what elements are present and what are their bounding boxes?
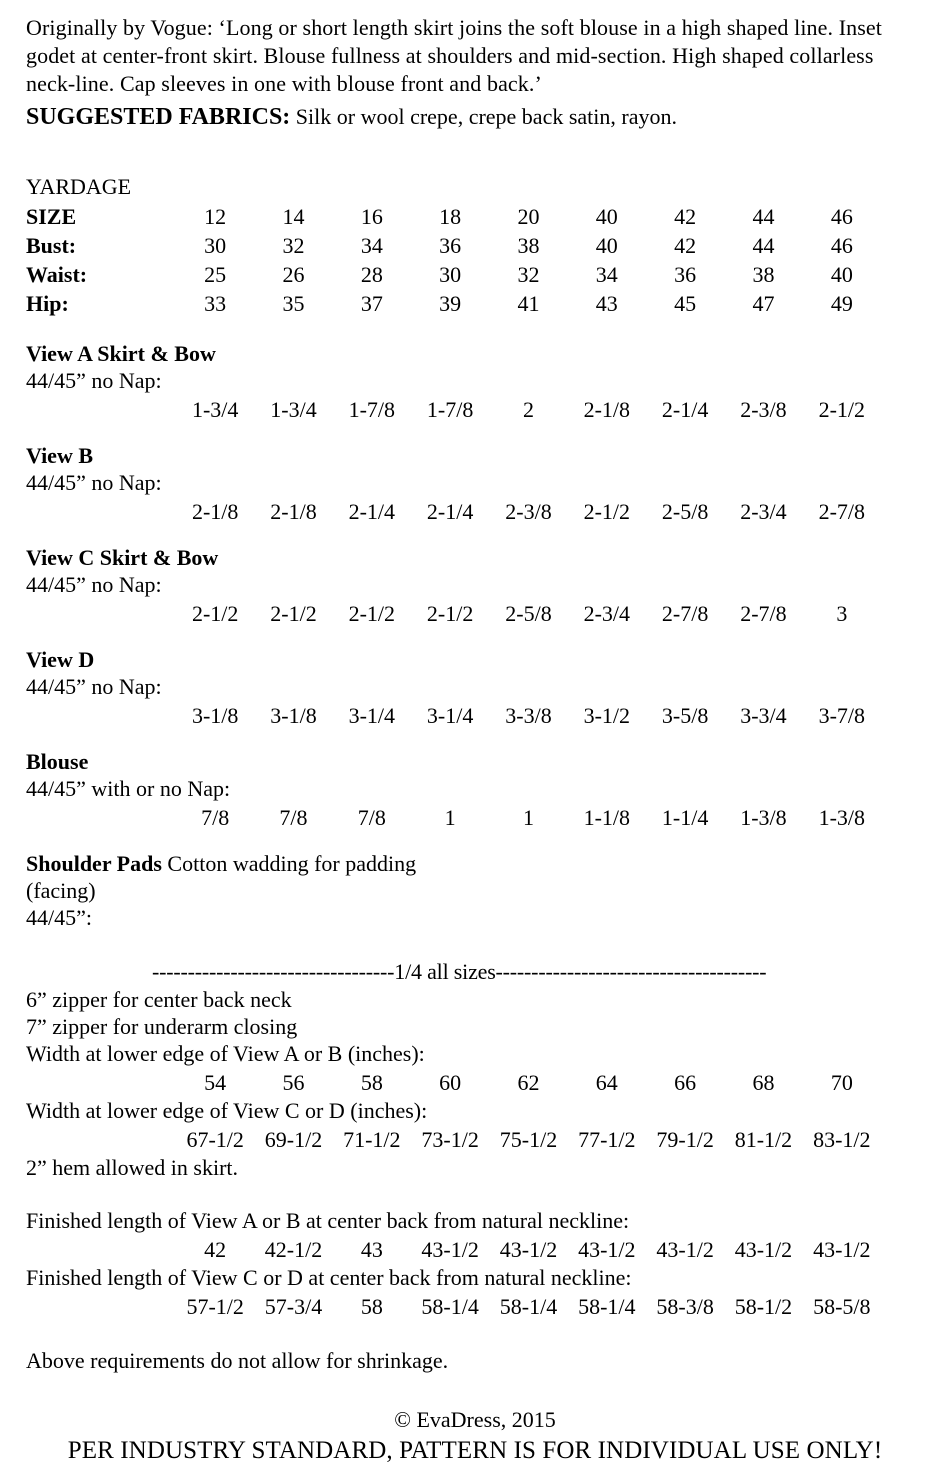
cell-hip-5: 41: [517, 291, 540, 316]
view-a-val-3: 1-7/8: [348, 397, 396, 422]
width-cd-val-1: 67-1/2: [186, 1127, 244, 1152]
zipper-back-neck: 6” zipper for center back neck: [26, 987, 292, 1012]
finished-cd-val-9: 58-5/8: [813, 1294, 871, 1319]
cell-bust-4: 36: [439, 233, 462, 258]
row-label-waist: Waist:: [26, 262, 88, 287]
spacer-cell: [26, 1068, 176, 1097]
size-measurement-table: [26, 202, 881, 318]
view-c-val-7: 2-7/8: [661, 601, 709, 626]
cell-hip-4: 39: [439, 291, 462, 316]
hem-allowance-note: 2” hem allowed in skirt.: [26, 1155, 239, 1180]
cell-hip-9: 49: [830, 291, 853, 316]
width-ab-table: [26, 1068, 881, 1097]
finished-ab-label: Finished length of View A or B at center back from natural neckline:: [26, 1208, 630, 1233]
suggested-fabrics-label: SUGGESTED FABRICS:: [26, 104, 291, 130]
cell-bust-5: 38: [517, 233, 540, 258]
width-ab-val-6: 64: [595, 1070, 618, 1095]
row-label-hip: Hip:: [26, 291, 69, 316]
copyright-line: © EvaDress, 2015: [394, 1407, 556, 1432]
view-a-heading: View A Skirt & Bow: [26, 341, 216, 366]
shoulder-pads-text: Cotton wadding for padding: [167, 851, 417, 876]
finished-ab-val-7: 43-1/2: [656, 1237, 714, 1262]
cell-bust-3: 34: [360, 233, 383, 258]
finished-cd-val-7: 58-3/8: [656, 1294, 714, 1319]
blouse-val-8: 1-3/8: [740, 805, 787, 830]
zipper-underarm: 7” zipper for underarm closing: [26, 1014, 298, 1039]
finished-cd-val-6: 58-1/4: [578, 1294, 636, 1319]
shrinkage-note: Above requirements do not allow for shrinkage.: [26, 1348, 449, 1373]
spacer-cell: [26, 599, 176, 628]
view-a-val-8: 2-3/8: [740, 397, 787, 422]
view-d-fabric-width: 44/45” no Nap:: [26, 674, 162, 699]
yardage-title: YARDAGE: [26, 174, 132, 199]
cell-size-4: 18: [439, 204, 462, 229]
view-b-heading: View B: [26, 443, 94, 468]
table-row: [26, 1125, 881, 1154]
cell-waist-1: 25: [204, 262, 227, 287]
finished-ab-val-9: 43-1/2: [813, 1237, 871, 1262]
blouse-val-7: 1-1/4: [661, 805, 709, 830]
width-cd-val-3: 71-1/2: [343, 1127, 401, 1152]
finished-cd-val-4: 58-1/4: [421, 1294, 479, 1319]
table-row: [26, 803, 881, 832]
row-label-size: SIZE: [26, 204, 77, 229]
blouse-val-6: 1-1/8: [583, 805, 631, 830]
cell-bust-8: 44: [752, 233, 775, 258]
cell-bust-1: 30: [204, 233, 227, 258]
width-cd-table: [26, 1125, 881, 1154]
view-b-yardage-table: [26, 497, 881, 526]
finished-cd-val-8: 58-1/2: [734, 1294, 793, 1319]
cell-hip-6: 43: [595, 291, 618, 316]
cell-waist-8: 38: [752, 262, 775, 287]
spacer-cell: [26, 1125, 176, 1154]
view-c-val-4: 2-1/2: [426, 601, 474, 626]
width-ab-label: Width at lower edge of View A or B (inches):: [26, 1041, 425, 1066]
cell-bust-7: 42: [674, 233, 697, 258]
shoulder-pads-all-sizes: ----------------------------------1/4 all sizes--------------------------------------: [152, 959, 767, 984]
view-b-val-2: 2-1/8: [270, 499, 317, 524]
cell-waist-9: 40: [830, 262, 853, 287]
cell-size-3: 16: [360, 204, 383, 229]
cell-hip-7: 45: [674, 291, 697, 316]
view-c-val-2: 2-1/2: [270, 601, 317, 626]
width-ab-val-4: 60: [439, 1070, 462, 1095]
view-b-val-1: 2-1/8: [191, 499, 239, 524]
spacer-cell: [26, 395, 176, 424]
width-ab-val-3: 58: [360, 1070, 383, 1095]
view-c-val-6: 2-3/4: [583, 601, 631, 626]
finished-ab-val-2: 42-1/2: [264, 1237, 323, 1262]
spacer-cell: [26, 803, 176, 832]
view-d-val-4: 3-1/4: [426, 703, 474, 728]
blouse-yardage-table: [26, 803, 881, 832]
cell-bust-9: 46: [830, 233, 853, 258]
view-c-val-5: 2-5/8: [505, 601, 552, 626]
finished-ab-val-6: 43-1/2: [578, 1237, 636, 1262]
cell-size-7: 42: [674, 204, 697, 229]
view-block-a: [26, 340, 924, 424]
width-cd-label: Width at lower edge of View C or D (inches):: [26, 1098, 428, 1123]
cell-waist-4: 30: [439, 262, 462, 287]
view-a-val-1: 1-3/4: [191, 397, 239, 422]
blouse-val-2: 7/8: [279, 805, 308, 830]
view-d-val-1: 3-1/8: [191, 703, 239, 728]
cell-hip-3: 37: [360, 291, 383, 316]
cell-bust-2: 32: [282, 233, 305, 258]
blouse-val-4: 1: [444, 805, 456, 830]
finished-cd-val-3: 58: [360, 1294, 383, 1319]
table-row-bust: [26, 231, 881, 260]
finished-ab-val-3: 43: [360, 1237, 383, 1262]
width-cd-val-8: 81-1/2: [734, 1127, 793, 1152]
view-d-val-2: 3-1/8: [270, 703, 317, 728]
blouse-val-1: 7/8: [201, 805, 230, 830]
shoulder-pads-width: 44/45”:: [26, 905, 92, 930]
row-label-bust: Bust:: [26, 233, 77, 258]
width-ab-val-1: 54: [204, 1070, 227, 1095]
finished-cd-label: Finished length of View C or D at center back from natural neckline:: [26, 1265, 632, 1290]
blouse-fabric-width: 44/45” with or no Nap:: [26, 776, 231, 801]
shoulder-pads-line: [26, 850, 924, 877]
width-ab-val-9: 70: [830, 1070, 853, 1095]
cell-bust-6: 40: [595, 233, 618, 258]
view-block-blouse: [26, 748, 924, 832]
width-cd-val-2: 69-1/2: [264, 1127, 323, 1152]
view-a-yardage-table: [26, 395, 881, 424]
table-row: [26, 1068, 881, 1097]
width-ab-val-7: 66: [674, 1070, 697, 1095]
view-a-val-9: 2-1/2: [818, 397, 866, 422]
view-block-c: [26, 544, 924, 628]
finished-cd-table: [26, 1292, 881, 1321]
cell-waist-2: 26: [282, 262, 305, 287]
cell-size-9: 46: [830, 204, 853, 229]
spacer-cell: [26, 497, 176, 526]
view-b-val-8: 2-3/4: [740, 499, 787, 524]
industry-standard-line: PER INDUSTRY STANDARD, PATTERN IS FOR INDIVIDUAL USE ONLY!: [67, 1437, 883, 1464]
view-d-heading: View D: [26, 647, 95, 672]
shoulder-pads-label: Shoulder Pads: [26, 851, 162, 876]
blouse-heading: Blouse: [26, 749, 89, 774]
view-c-val-9: 3: [836, 601, 848, 626]
view-b-val-9: 2-7/8: [818, 499, 866, 524]
cell-hip-2: 35: [282, 291, 305, 316]
view-c-fabric-width: 44/45” no Nap:: [26, 572, 162, 597]
width-cd-val-5: 75-1/2: [499, 1127, 558, 1152]
width-cd-val-4: 73-1/2: [421, 1127, 479, 1152]
blouse-val-9: 1-3/8: [818, 805, 866, 830]
view-a-val-2: 1-3/4: [270, 397, 317, 422]
page-footer: [26, 1405, 924, 1467]
view-a-val-6: 2-1/8: [583, 397, 631, 422]
cell-size-1: 12: [204, 204, 227, 229]
finished-ab-val-1: 42: [204, 1237, 227, 1262]
view-d-yardage-table: [26, 701, 881, 730]
spacer-cell: [26, 1292, 176, 1321]
spacer-cell: [26, 1235, 176, 1264]
blouse-val-3: 7/8: [357, 805, 386, 830]
width-ab-val-2: 56: [282, 1070, 305, 1095]
section-gap-2: [26, 1321, 924, 1347]
width-cd-val-7: 79-1/2: [656, 1127, 714, 1152]
view-b-val-7: 2-5/8: [661, 499, 709, 524]
finished-cd-val-5: 58-1/4: [499, 1294, 558, 1319]
view-b-val-5: 2-3/8: [505, 499, 552, 524]
finished-ab-val-8: 43-1/2: [734, 1237, 793, 1262]
view-b-fabric-width: 44/45” no Nap:: [26, 470, 162, 495]
view-d-val-3: 3-1/4: [348, 703, 396, 728]
view-d-val-9: 3-7/8: [818, 703, 866, 728]
cell-waist-3: 28: [360, 262, 383, 287]
cell-size-5: 20: [517, 204, 540, 229]
width-ab-val-5: 62: [517, 1070, 540, 1095]
view-c-val-8: 2-7/8: [740, 601, 787, 626]
suggested-fabrics-line: [26, 102, 924, 132]
width-cd-val-6: 77-1/2: [578, 1127, 636, 1152]
shoulder-pads-facing: (facing): [26, 878, 96, 903]
cell-size-2: 14: [282, 204, 305, 229]
suggested-fabrics-value: Silk or wool crepe, crepe back satin, rayon.: [295, 104, 677, 129]
view-a-val-7: 2-1/4: [661, 397, 709, 422]
spacer-cell: [26, 701, 176, 730]
pattern-description-paragraph: Originally by Vogue: ‘Long or short length skirt joins the soft blouse in a high shaped line. Inset godet at center-front skirt. Blouse fullness at shoulders and mid-section. High shaped collarless neck-line. Cap sleeves in one with blouse front and back.’: [26, 15, 882, 96]
view-d-val-7: 3-5/8: [661, 703, 709, 728]
view-b-val-3: 2-1/4: [348, 499, 396, 524]
table-row-waist: [26, 260, 881, 289]
view-c-heading: View C Skirt & Bow: [26, 545, 219, 570]
view-c-val-1: 2-1/2: [191, 601, 239, 626]
cell-hip-1: 33: [204, 291, 227, 316]
cell-waist-5: 32: [517, 262, 540, 287]
table-row: [26, 1235, 881, 1264]
view-d-val-5: 3-3/8: [505, 703, 552, 728]
table-row: [26, 701, 881, 730]
cell-hip-8: 47: [752, 291, 775, 316]
cell-waist-7: 36: [674, 262, 697, 287]
finished-ab-val-4: 43-1/2: [421, 1237, 479, 1262]
view-b-val-6: 2-1/2: [583, 499, 631, 524]
view-a-val-4: 1-7/8: [426, 397, 474, 422]
cell-waist-6: 34: [595, 262, 618, 287]
view-c-yardage-table: [26, 599, 881, 628]
width-cd-val-9: 83-1/2: [813, 1127, 871, 1152]
view-a-val-5: 2: [522, 397, 534, 422]
finished-ab-val-5: 43-1/2: [499, 1237, 558, 1262]
view-d-val-8: 3-3/4: [740, 703, 787, 728]
blouse-val-5: 1: [522, 805, 534, 830]
table-row: [26, 599, 881, 628]
finished-cd-val-1: 57-1/2: [186, 1294, 244, 1319]
view-d-val-6: 3-1/2: [583, 703, 631, 728]
table-row-size: [26, 202, 881, 231]
view-a-fabric-width: 44/45” no Nap:: [26, 368, 162, 393]
width-ab-val-8: 68: [752, 1070, 775, 1095]
view-b-val-4: 2-1/4: [426, 499, 474, 524]
finished-cd-val-2: 57-3/4: [264, 1294, 323, 1319]
cell-size-6: 40: [595, 204, 618, 229]
table-row: [26, 1292, 881, 1321]
table-row-hip: [26, 289, 881, 318]
view-c-val-3: 2-1/2: [348, 601, 396, 626]
table-row: [26, 497, 881, 526]
section-gap: [26, 1181, 924, 1207]
view-block-b: [26, 442, 924, 526]
cell-size-8: 44: [752, 204, 775, 229]
view-block-d: [26, 646, 924, 730]
finished-ab-table: [26, 1235, 881, 1264]
table-row: [26, 395, 881, 424]
